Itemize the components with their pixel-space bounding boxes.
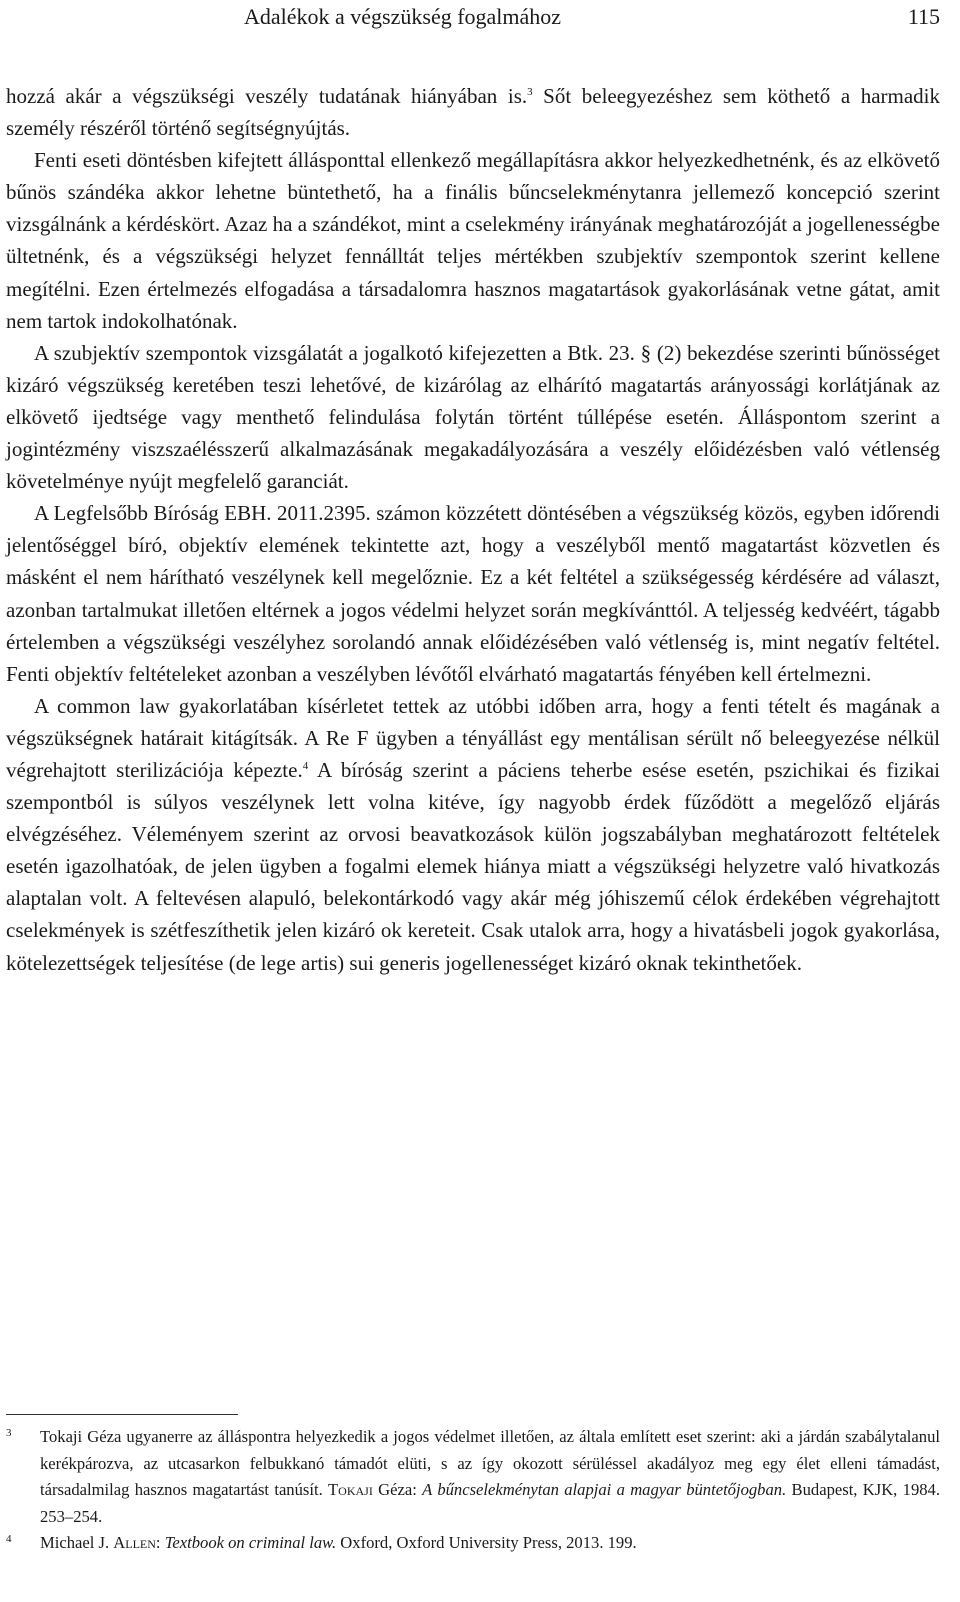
footnote-title: Textbook on criminal law. — [164, 1533, 337, 1552]
running-title: Adalékok a végszükség fogalmához — [244, 4, 562, 29]
paragraph-5 — [6, 690, 940, 979]
paragraph-3: A szubjektív szempontok vizsgálatát a jogalkotó kifejezetten a Btk. 23. § (2) bekezdése szerinti bűnösséget kizáró végszükség keretében teszi lehetővé, de kizárólag az elhárító magatartás arányossági korlátjának az elkövető ijedtsége vagy menthető felindulása folytán történt túllépése esetén. Álláspontom szerint a jogintézmény viszszaélésszerű alkalmazásának megakadályozására a veszély előidézésben való vétlenség követelménye nyújt megfelelő garanciát. — [6, 340, 940, 494]
footnote-4 — [6, 1530, 940, 1557]
footnotes — [6, 1424, 940, 1557]
footnote-title: A bűncselekménytan alapjai a magyar büntetőjogban. — [422, 1480, 787, 1499]
footnote-text: Tokaji Géza ugyanerre az álláspontra helyezkedik a jogos védelmet illetően, az általa említett eset szerint: aki a járdán szabálytalanul kerékpározva, az utcasarkon felbukkanó támadót elüti, s az így okozott sérüléssel akadályoz meg egy élet elleni támadást, társadalmilag hasznos magatartást tanúsít. — [40, 1427, 940, 1499]
footnote-author-given: Michael J. — [40, 1533, 114, 1552]
footnote-3 — [6, 1424, 940, 1530]
page-number: 115 — [907, 4, 940, 29]
footnote-number: 4 — [6, 1533, 12, 1545]
paragraph-1-part-a: hozzá akár a végszükségi veszély tudatának hiányában is. — [6, 84, 528, 108]
footnote-publisher: Oxford, Oxford University Press, 2013. 199. — [336, 1533, 637, 1552]
footnote-author: Allen — [113, 1533, 156, 1552]
footnote-author-given: Géza: — [372, 1480, 423, 1499]
paragraph-1 — [6, 80, 940, 144]
footnote-separator-colon: : — [155, 1533, 165, 1552]
footnote-author: Tokaji — [328, 1480, 373, 1499]
paragraph-5-part-b: A bíróság szerint a páciens teherbe esése esetén, pszichikai és fizikai szempontból is súlyos veszélynek lett volna kitéve, így nagyobb érdek fűződött a megelőző eljárás elvégzéséhez. Véleményem szerint az orvosi beavatkozások külön jogszabályban meghatározott feltételek esetén igazolhatóak, de jelen ügyben a fogalmi elemek hiánya miatt a végszükségi helyzetre való hivatkozás alaptalan volt. A feltevésen alapuló, belekontárkodó vagy akár még jóhiszemű célok érdekében végrehajtott cselekmények is szétfeszíthetik jelen kizáró ok kereteit. Csak utalok arra, hogy a hivatásbeli jogok gyakorlása, kötelezettségek teljesítése (de lege artis) sui generis jogellenességet kizáró oknak tekinthetőek. — [6, 757, 940, 975]
running-header — [6, 4, 940, 34]
paragraph-1-part-b: Sőt beleegyezéshez sem köthető a harmadik személy részéről történő segítségnyújtás. — [6, 84, 941, 141]
footnote-ref-4[interactable]: 4 — [302, 759, 309, 772]
footnote-ref-3[interactable]: 3 — [527, 86, 533, 98]
footnote-publisher: Budapest, KJK, 1984. 253–254. — [40, 1480, 940, 1526]
body-text — [6, 80, 940, 979]
footnote-separator — [6, 1414, 238, 1415]
paragraph-2: Fenti eseti döntésben kifejtett állásponttal ellenkező megállapításra akkor helyezkedhetnénk, és az elkövető bűnös szándéka akkor lehetne büntethető, ha a finális bűncselekménytanra jellemező koncepció szerint vizsgálnánk a kérdéskört. Azaz ha a szándékot, mint a cselekmény irányának meghatározóját a jogellenességbe ültetnénk, és a végszükségi helyzet fennálltát teljes mértékben szubjektív szempontok szerint kellene megítélni. Ezen értelmezés elfogadása a társadalomra hasznos magatartások gyakorlásának vetne gátat, amit nem tartok indokolhatónak. — [6, 148, 940, 333]
footnote-number: 3 — [6, 1427, 12, 1439]
paragraph-5-part-a: A common law gyakorlatában kísérletet tettek az utóbbi időben arra, hogy a fenti tételt és magának a végszükségnek határait kitágítsák. A Re F ügyben a tényállást egy mentálisan sérült nő beleegyezése nélkül végrehajtott sterilizációja képezte. — [6, 693, 940, 782]
paragraph-4: A Legfelsőbb Bíróság EBH. 2011.2395. számon közzétett döntésében a végszükség közös, egyben időrendi jelentőséggel bíró, objektív elemének tekintette azt, hogy a veszélyből mentő magatartást közvetlen és másként el nem hárítható veszélynek kell megelőznie. Ez a két feltétel a szükségesség kérdésére ad választ, azonban tartalmukat illetően eltérnek a jogos védelmi helyzet során megkívánttól. A teljesség kedvéért, tágabb értelemben a végszükségi veszélyhez sorolandó annak előidézésében való vétlenség is, mint negatív feltétel. Fenti objektív feltételeket azonban a veszélyben lévőtől elvárható magatartás fényében kell értelmezni. — [6, 501, 940, 686]
